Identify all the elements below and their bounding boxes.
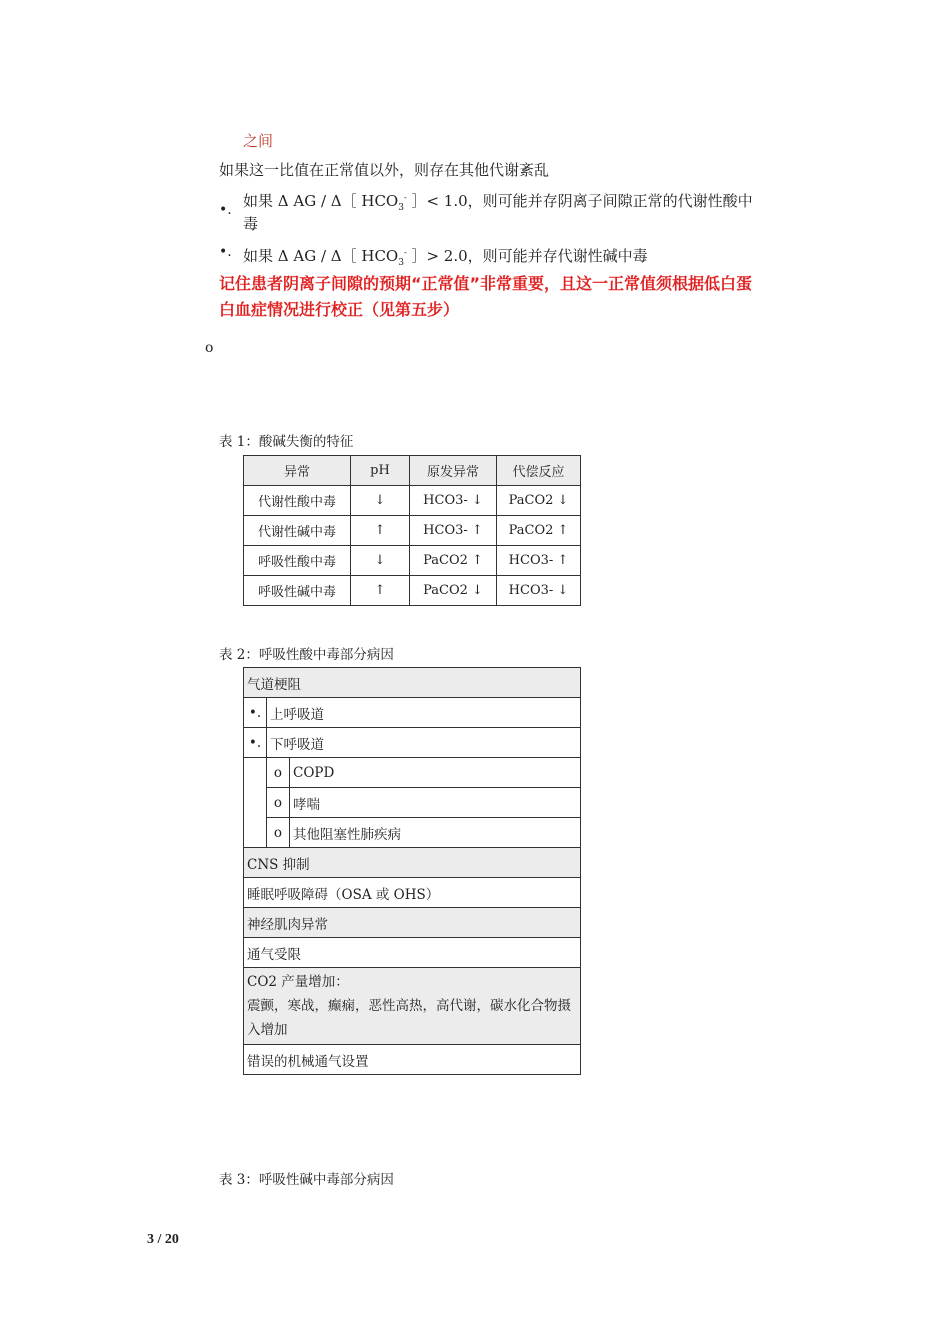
page-number: 3 / 20 [147,1232,179,1247]
circle-marker: o [267,818,290,848]
cell-comp: HCO3- ↓ [497,576,581,606]
cell-name: 代谢性碱中毒 [244,516,351,546]
important-note-line1: 记住患者阴离子间隙的预期“正常值”非常重要，且这一正常值须根据低白蛋 [219,274,753,293]
subscript-3: 3 [398,203,404,213]
ratio-low-prefix: 如果 Δ AG / Δ［ HCO [243,192,399,210]
co2-title: CO2 产量增加： [247,974,349,990]
table-row [244,486,581,516]
table3-caption: 表 3：呼吸性碱中毒部分病因 [219,1172,394,1188]
cause-co2-increase [244,968,581,1045]
paragraph-other-disorders: 如果这一比值在正常值以外，则存在其他代谢紊乱 [219,161,550,179]
cell-name: 呼吸性碱中毒 [244,576,351,606]
cell-ph: ↑ [351,576,410,606]
cause-airway-obstruction: 气道梗阻 [244,668,581,698]
cell-name: 呼吸性酸中毒 [244,546,351,576]
cell-name: 代谢性酸中毒 [244,486,351,516]
table-row [244,908,581,938]
ratio-high-suffix: ］> 2.0，则可能并存代谢性碱中毒 [411,247,648,265]
superscript-minus: - [403,248,407,257]
ratio-low-continuation: 毒 [243,215,259,233]
table-row [244,878,581,908]
cause-asthma: 哮喘 [290,788,581,818]
cell-ph: ↑ [351,516,410,546]
acid-base-characteristics-table [243,455,581,606]
cause-sleep-disorder: 睡眠呼吸障碍（OSA 或 OHS） [244,878,581,908]
header-abnormality: 异常 [244,456,351,486]
table1-caption: 表 1：酸碱失衡的特征 [219,434,354,450]
cause-upper-airway: 上呼吸道 [267,698,581,728]
bullet-marker: •. [219,202,232,218]
important-note-line2: 白血症情况进行校正（见第五步） [219,300,460,319]
cell-comp: PaCO2 ↑ [497,516,581,546]
indent-spacer [244,758,267,788]
subscript-3: 3 [398,258,404,268]
bullet-marker: •. [244,728,267,758]
table2-caption: 表 2：呼吸性酸中毒部分病因 [219,647,394,663]
cell-primary: HCO3- ↑ [410,516,497,546]
stray-list-marker: o [205,340,214,356]
cell-primary: HCO3- ↓ [410,486,497,516]
cause-ventilation-restriction: 通气受限 [244,938,581,968]
circle-marker: o [267,788,290,818]
continuation-text: 之间 [243,132,274,150]
table-row [244,968,581,1045]
cause-copd: COPD [290,758,581,788]
header-primary: 原发异常 [410,456,497,486]
cause-mechanical-ventilation: 错误的机械通气设置 [244,1045,581,1075]
ratio-low-suffix: ］< 1.0，则可能并存阴离子间隙正常的代谢性酸中 [411,192,753,210]
co2-detail: 震颤，寒战，癫痫，恶性高热，高代谢，碳水化合物摄入增加 [247,998,571,1038]
superscript-minus: - [403,193,407,202]
table-row [244,516,581,546]
table-header-row [244,456,581,486]
cell-comp: PaCO2 ↓ [497,486,581,516]
ratio-high-prefix: 如果 Δ AG / Δ［ HCO [243,247,399,265]
table-row [244,938,581,968]
table-row [244,818,581,848]
cause-neuromuscular: 神经肌肉异常 [244,908,581,938]
bullet-marker: •. [244,698,267,728]
indent-spacer [244,818,267,848]
respiratory-acidosis-causes-table [243,667,581,1075]
bullet-item-ratio-high [243,242,648,274]
table-row [244,758,581,788]
cause-cns-depression: CNS 抑制 [244,848,581,878]
cause-lower-airway: 下呼吸道 [267,728,581,758]
table-row [244,668,581,698]
table-row [244,576,581,606]
header-ph: pH [351,456,410,486]
table-row [244,848,581,878]
indent-spacer [244,788,267,818]
table-row [244,1045,581,1075]
cell-primary: PaCO2 ↓ [410,576,497,606]
bullet-marker: •. [219,244,232,260]
table-row [244,728,581,758]
bullet-item-ratio-low [243,187,813,219]
cell-ph: ↓ [351,486,410,516]
cell-primary: PaCO2 ↑ [410,546,497,576]
cell-comp: HCO3- ↑ [497,546,581,576]
cause-other-obstructive: 其他阻塞性肺疾病 [290,818,581,848]
circle-marker: o [267,758,290,788]
header-compensation: 代偿反应 [497,456,581,486]
table-row [244,546,581,576]
cell-ph: ↓ [351,546,410,576]
table-row [244,788,581,818]
table-row [244,698,581,728]
